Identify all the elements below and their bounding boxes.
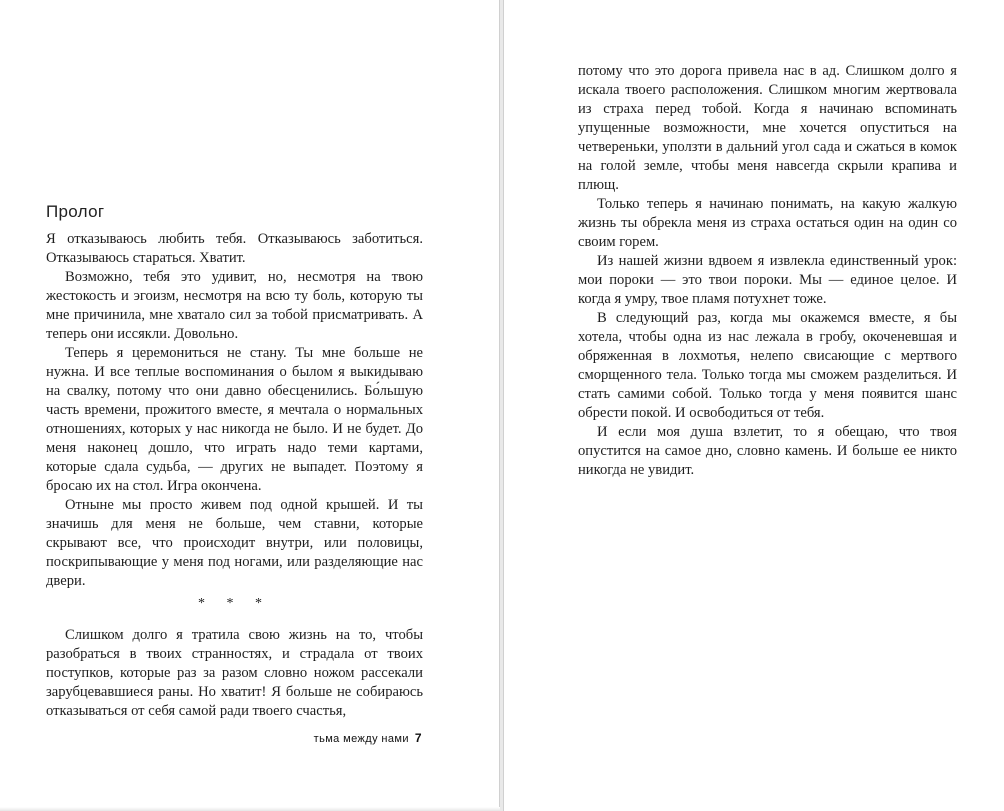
paragraph: Слишком долго я тратила свою жизнь на то, чтобы разобраться в твоих странностях, и страдала от твоих поступков, которые раз за разом словно ножом рассекали зарубцевавшиеся раны. Но хватит! Я больше не собираюсь отказываться от себя самой ради твоего счастья, <box>46 627 423 719</box>
running-footer <box>314 731 422 745</box>
paragraph: В следующий раз, когда мы окажемся вместе, я бы хотела, чтобы одна из нас лежала в гробу, окоченевшая и обряженная в лохмотья, нелепо свисающие с мертвого сморщенного тела. Только тогда мы сможем разделиться. И стать самими собой. Только тогда у меня появится шанс обрести покой. И освободиться от тебя. <box>578 310 957 421</box>
running-title: тьма между нами <box>313 733 409 745</box>
paragraph: Теперь я церемониться не стану. Ты мне больше не нужна. И все теплые воспоминания о былом я выкидываю на свалку, потому что они давно обесценились. Бо́льшую часть времени, прожитого вместе, я мечтала о нормальных отношениях, которых у нас никогда не было. И не будет. До меня наконец дошло, что играть надо теми картами, которые сдала судьба, — других не выпадет. Поэтому я бросаю их на стол. Игра окончена. <box>46 345 423 494</box>
paragraph: потому что это дорога привела нас в ад. Слишком долго я искала твоего расположения. Слишком многим жертвовала из страха перед тобой. Когда я начинаю вспоминать упущенные возможности, мне хочется опуститься на четвереньки, уползти в дальний угол сада и сжаться в комок на голой земле, чтобы меня навсегда скрыли крапива и плющ. <box>578 63 957 193</box>
paragraph: Отныне мы просто живем под одной крышей. И ты значишь для меня не больше, чем ставни, которые скрывают все, что происходит внутри, или половицы, поскрипывающие у меня под ногами, или разделяющие нас двери. <box>46 497 423 589</box>
paragraph: Из нашей жизни вдвоем я извлекла единственный урок: мои пороки — это твои пороки. Мы — единое целое. И когда я умру, твое пламя потухнет тоже. <box>578 253 957 307</box>
paragraph: Только теперь я начинаю понимать, на какую жалкую жизнь ты обрекла меня из страха остаться один на один со своим горем. <box>578 196 957 250</box>
section-separator: * * * <box>198 596 271 611</box>
paragraph: Возможно, тебя это удивит, но, несмотря на твою жестокость и эгоизм, несмотря на всю ту боль, которую ты мне причинила, мне хватало сил за тобой присматривать. А теперь они иссякли. Довольно. <box>46 269 423 342</box>
page-number: 7 <box>414 731 422 745</box>
prologue-text <box>46 230 423 591</box>
left-page <box>0 0 500 811</box>
paragraph: Я отказываюсь любить тебя. Отказываюсь заботиться. Отказываюсь стараться. Хватит. <box>46 231 423 266</box>
right-page-text <box>578 62 957 480</box>
section-two-text <box>46 626 423 721</box>
paragraph: И если моя душа взлетит, то я обещаю, что твоя опустится на самое дно, словно камень. И больше ее никто никогда не увидит. <box>578 424 957 478</box>
page-bottom-edge <box>0 807 500 811</box>
chapter-title: Пролог <box>46 202 105 221</box>
